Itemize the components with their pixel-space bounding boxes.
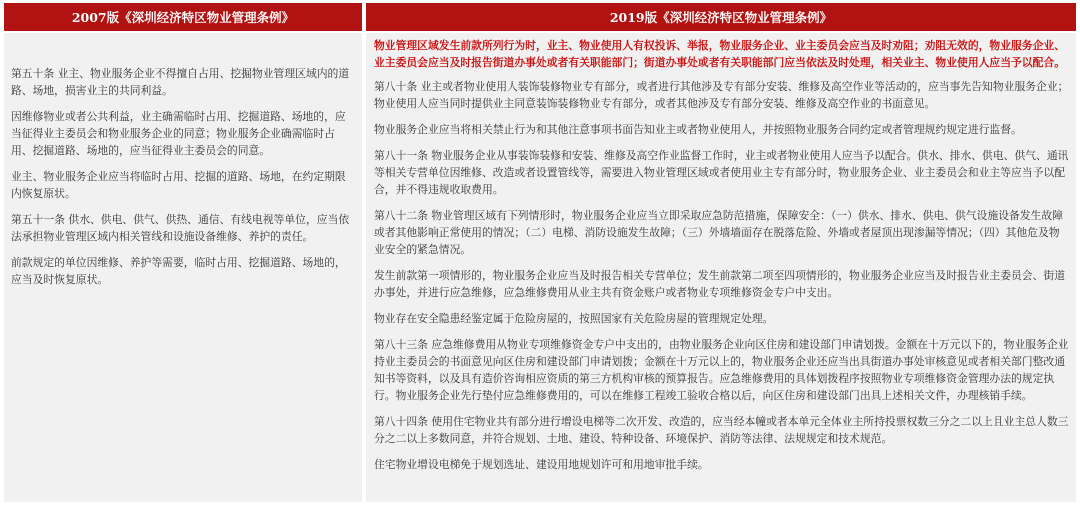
article-paragraph: 第八十三条 应急维修费用从物业专项维修资金专户中支出的，由物业服务企业向区住房和建设部门申请划拨。金额在十万元以下的，物业服务企业持业主委员会的书面意见向区住房和建设部门申请划拨；金额在十万元以上的，物业服务企业还应当出具街道办事处审核意见或者相关部门整改通知书等资料，以及具有造价咨询相应资质的第三方机构审核的预算报告。应急维修费用的具体划拨程序按照物业专项维修资金管理办法的规定执行。物业服务企业先行垫付应急维修费用的，可以在维修工程竣工验收合格以后，向区住房和建设部门出具上述相关文件，办理核销手续。 xyxy=(374,338,1069,402)
article-paragraph: 第八十四条 使用住宅物业共有部分进行增设电梯等二次开发、改造的，应当经本幢或者本单元全体业主所持投票权数三分之二以上且业主总人数三分之二以上多数同意，并符合规划、土地、建设、特种设备、环境保护、消防等法律、法规规定和技术规范。 xyxy=(374,415,1069,445)
article-paragraph: 物业存在安全隐患经鉴定属于危险房屋的，按照国家有关危险房屋的管理规定处理。 xyxy=(374,312,774,325)
article-paragraph: 第八十二条 物业管理区域有下列情形时，物业服务企业应当立即采取应急防范措施，保障安全：（一）供水、排水、供电、供气设施设备发生故障或者其他影响正常使用的情况；（二）电梯、消防设施发生故障；（三）外墙墙面存在脱落危险、外墙或者屋顶出现渗漏等情况；（四）其他危及物业安全的紧急情况。 xyxy=(374,209,1064,256)
article-paragraph: 因维修物业或者公共利益，业主确需临时占用、挖掘道路、场地的，应当征得业主委员会和物业服务企业的同意；物业服务企业确需临时占用、挖掘道路、场地的，应当征得业主委员会的同意。 xyxy=(11,110,346,157)
column-2007 xyxy=(4,33,362,502)
header-2019: 2019版《深圳经济特区物业管理条例》 xyxy=(366,3,1076,31)
article-paragraph: 物业服务企业应当将相关禁止行为和其他注意事项书面告知业主或者物业使用人，并按照物业服务合同约定或者管理规约规定进行监督。 xyxy=(374,123,1022,136)
article-paragraph: 第五十条 业主、物业服务企业不得擅自占用、挖掘物业管理区域内的道路、场地，损害业主的共同利益。 xyxy=(11,67,350,97)
article-paragraph: 住宅物业增设电梯免于规划选址、建设用地规划许可和用地审批手续。 xyxy=(374,458,709,471)
highlighted-paragraph: 物业管理区域发生前款所列行为时，业主、物业使用人有权投诉、举报，物业服务企业、业主委员会应当及时劝阻；劝阻无效的，物业服务企业、业主委员会应当及时报告街道办事处或者有关职能部门；街道办事处或者有关职能部门应当依法及时处理，相关业主、物业使用人应当予以配合。 xyxy=(374,39,1065,69)
column-2019 xyxy=(366,33,1076,502)
article-paragraph: 第八十条 业主或者物业使用人装饰装修物业专有部分，或者进行其他涉及专有部分安装、维修及高空作业等活动的，应当事先告知物业服务企业；物业使用人应当同时提供业主同意装饰装修物业专有部分，或者其他涉及专有部分安装、维修及高空作业的书面意见。 xyxy=(374,80,1069,110)
header-2007: 2007版《深圳经济特区物业管理条例》 xyxy=(4,3,362,31)
article-paragraph: 第五十一条 供水、供电、供气、供热、通信、有线电视等单位，应当依法承担物业管理区域内相关管线和设施设备维修、养护的责任。 xyxy=(11,213,350,243)
article-paragraph: 业主、物业服务企业应当将临时占用、挖掘的道路、场地，在约定期限内恢复原状。 xyxy=(11,170,346,200)
article-paragraph: 发生前款第一项情形的，物业服务企业应当及时报告相关专营单位；发生前款第二项至四项情形的，物业服务企业应当及时报告业主委员会、街道办事处，并进行应急维修，应急维修费用从业主共有资金账户或者物业专项维修资金专户中支出。 xyxy=(374,269,1065,299)
article-paragraph: 前款规定的单位因维修、养护等需要，临时占用、挖掘道路、场地的，应当及时恢复原状。 xyxy=(11,256,346,286)
article-paragraph: 第八十一条 物业服务企业从事装饰装修和安装、维修及高空作业监督工作时，业主或者物业使用人应当予以配合。供水、排水、供电、供气、通讯等相关专营单位因维修、改造或者设置管线等，需要进入物业管理区域或者使用业主专有部分时，物业服务企业、业主委员会和业主等应当予以配合，并不得违规收取费用。 xyxy=(374,149,1069,196)
comparison-table xyxy=(4,3,1076,502)
